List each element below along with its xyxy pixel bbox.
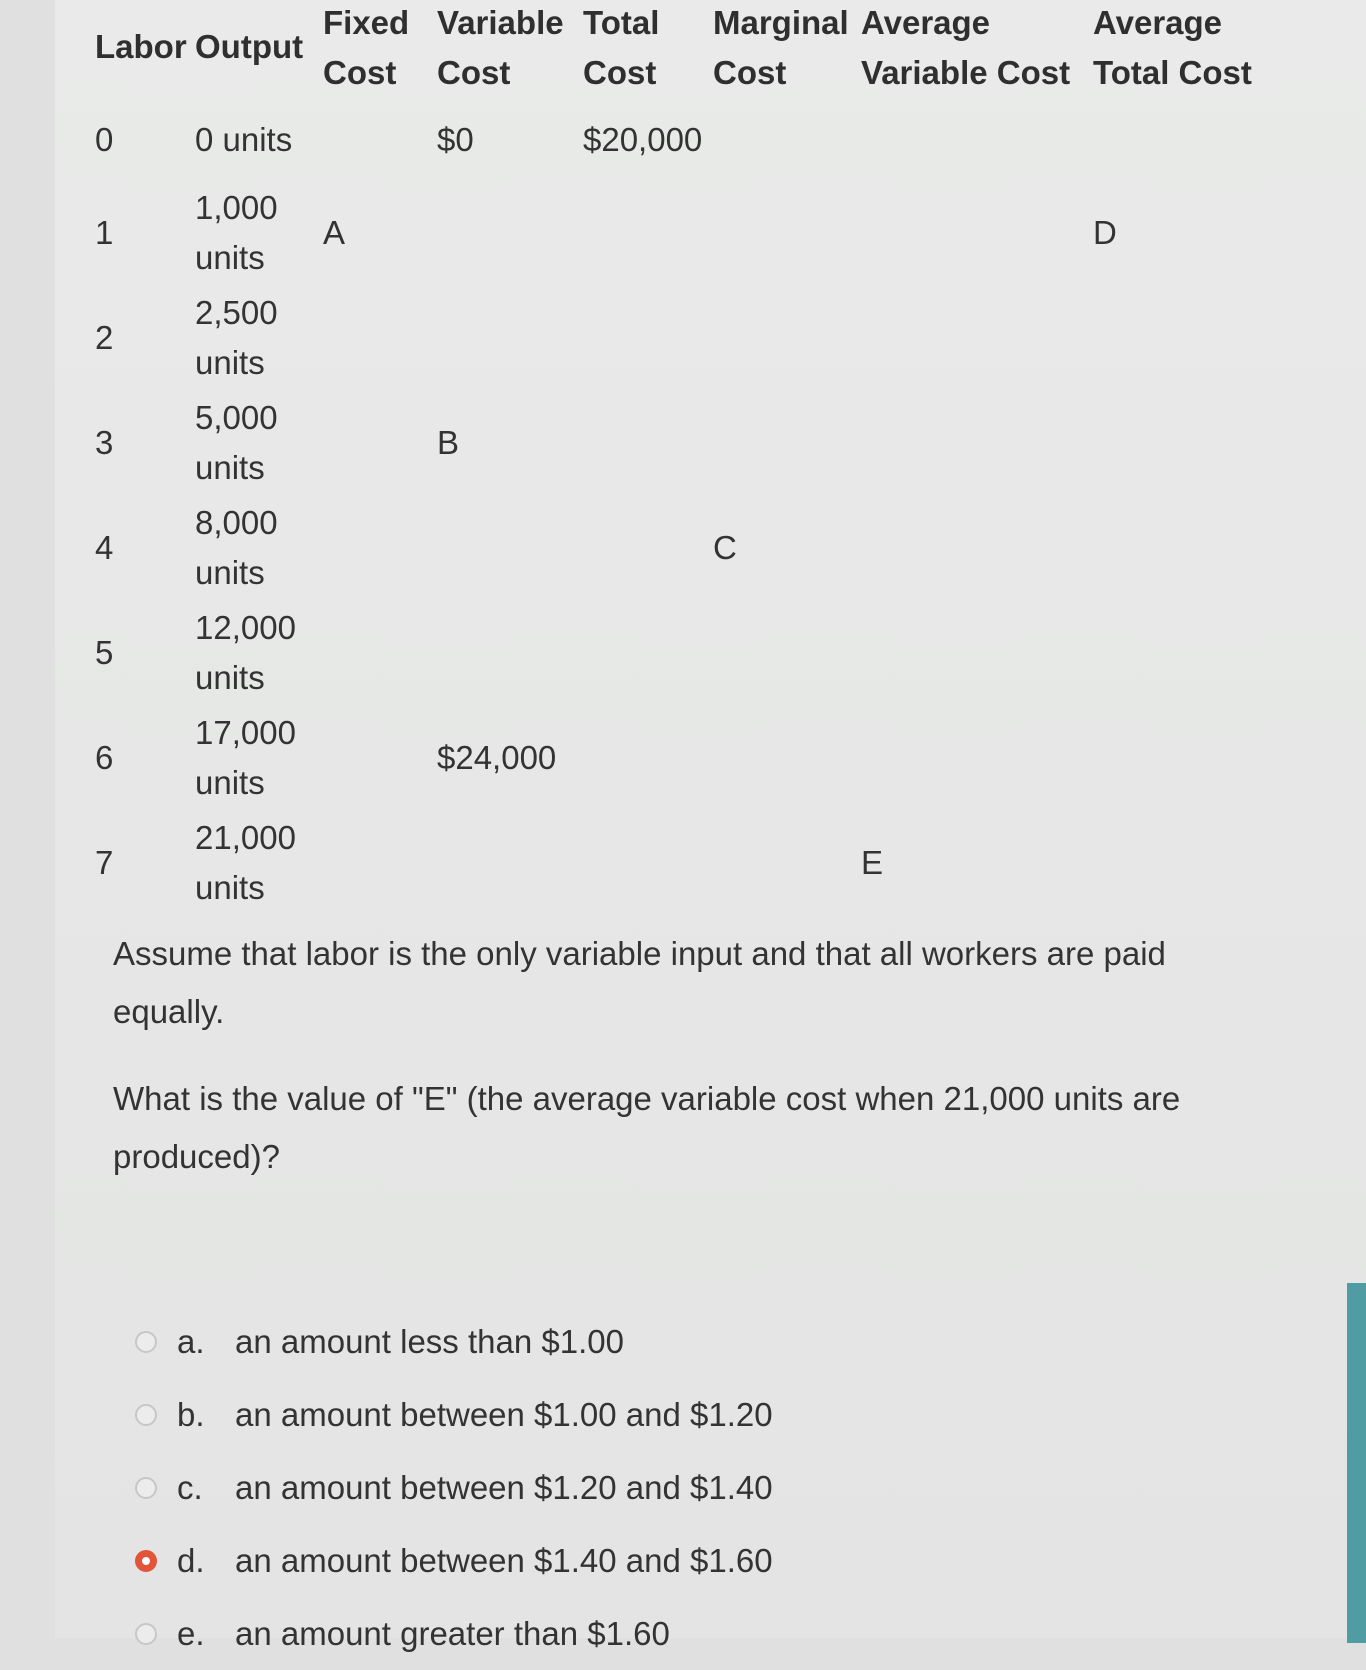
cell-marginal [713,600,861,705]
cell-atc [1093,285,1281,390]
question-prompt: What is the value of "E" (the average variable cost when 21,000 units are produced)? [113,1080,1181,1175]
cell-labor: 5 [95,633,114,671]
table-row [95,495,1281,600]
cell-marginal [713,810,861,915]
option-c[interactable] [135,1451,773,1524]
cell-labor: 7 [95,843,114,881]
cell-variable [437,600,583,705]
cell-output: 5,000 units [195,398,278,486]
cell-fixed [323,100,437,180]
cell-output: 2,500 units [195,293,278,381]
table-row [95,390,1281,495]
cell-labor: 0 [95,121,114,159]
cell-labor: 4 [95,528,114,566]
cell-marginal [713,100,861,180]
option-text: an amount between $1.20 and $1.40 [235,1468,773,1506]
header-output [195,0,323,100]
cell-variable [437,495,583,600]
radio-button-d-selected[interactable] [135,1550,157,1572]
cell-variable: $0 [437,121,474,159]
cell-variable [437,810,583,915]
table-header-row [95,0,1281,100]
cell-marginal [713,390,861,495]
cell-atc [1093,810,1281,915]
cell-atc [1093,390,1281,495]
cell-marginal [713,180,861,285]
option-text: an amount greater than $1.60 [235,1614,670,1652]
table-row [95,810,1281,915]
cell-output: 12,000 units [195,608,296,696]
cell-fixed [323,705,437,810]
table-row [95,180,1281,285]
cell-variable [437,285,583,390]
cell-output: 0 units [195,121,293,158]
cell-avc [861,600,1093,705]
cell-avc: E [861,843,884,881]
cell-labor: 6 [95,738,114,776]
option-letter: c. [177,1468,203,1506]
cell-output: 21,000 units [195,818,296,906]
option-d[interactable] [135,1524,773,1597]
header-marginal-cost: Marginal Cost [713,4,849,91]
cell-output: 1,000 units [195,188,278,276]
option-b[interactable] [135,1378,773,1451]
cell-avc [861,100,1093,180]
cell-atc [1093,495,1281,600]
cell-total [583,600,713,705]
header-total-cost: Total Cost [583,4,660,91]
cell-fixed [323,390,437,495]
cell-total [583,390,713,495]
option-text: an amount between $1.40 and $1.60 [235,1541,773,1579]
cell-labor: 2 [95,318,114,356]
answer-options [135,1305,773,1670]
cell-variable: B [437,423,460,461]
header-labor [95,0,195,100]
cell-atc [1093,100,1281,180]
cell-fixed [323,495,437,600]
cell-total [583,285,713,390]
cell-labor: 1 [95,213,114,251]
table-row [95,600,1281,705]
header-labor-label: Labor [95,28,187,65]
cell-total [583,810,713,915]
header-average-total-cost: Average Total Cost [1093,4,1252,91]
header-output-label: Output [195,28,304,65]
header-fixed-cost: Fixed Cost [323,4,410,91]
option-text: an amount between $1.00 and $1.20 [235,1395,773,1433]
header-average-variable-cost: Average Variable Cost [861,4,1071,91]
option-letter: b. [177,1395,205,1433]
cell-atc: D [1093,213,1117,251]
cell-fixed: A [323,213,346,251]
cell-avc [861,705,1093,810]
side-scrollbar[interactable] [1347,1283,1366,1643]
cell-labor: 3 [95,423,114,461]
cell-output: 17,000 units [195,713,296,801]
cell-variable [437,180,583,285]
cell-atc [1093,705,1281,810]
cell-total [583,180,713,285]
cell-avc [861,285,1093,390]
table-row [95,705,1281,810]
cell-marginal [713,705,861,810]
table-row [95,285,1281,390]
cell-marginal: C [713,528,737,566]
cell-marginal [713,285,861,390]
option-letter: e. [177,1614,205,1652]
cell-total [583,705,713,810]
cell-total [583,495,713,600]
radio-button-c[interactable] [135,1477,157,1499]
radio-button-e[interactable] [135,1623,157,1645]
option-a[interactable] [135,1305,773,1378]
radio-button-b[interactable] [135,1404,157,1426]
radio-button-a[interactable] [135,1331,157,1353]
cell-total: $20,000 [583,121,703,159]
cell-variable: $24,000 [437,738,557,776]
cell-fixed [323,810,437,915]
cell-output: 8,000 units [195,503,278,591]
cost-table [95,0,1281,915]
cell-avc [861,390,1093,495]
option-e[interactable] [135,1597,773,1670]
cell-atc [1093,600,1281,705]
question-assumption: Assume that labor is the only variable input and that all workers are paid equally. [113,935,1166,1030]
quiz-page [55,0,1366,1652]
cell-fixed [323,285,437,390]
cell-avc [861,495,1093,600]
cell-fixed [323,600,437,705]
cell-avc [861,180,1093,285]
option-letter: d. [177,1541,205,1579]
option-text: an amount less than $1.00 [235,1322,624,1360]
header-variable-cost: Variable Cost [437,4,564,91]
option-letter: a. [177,1322,205,1360]
table-row [95,100,1281,180]
